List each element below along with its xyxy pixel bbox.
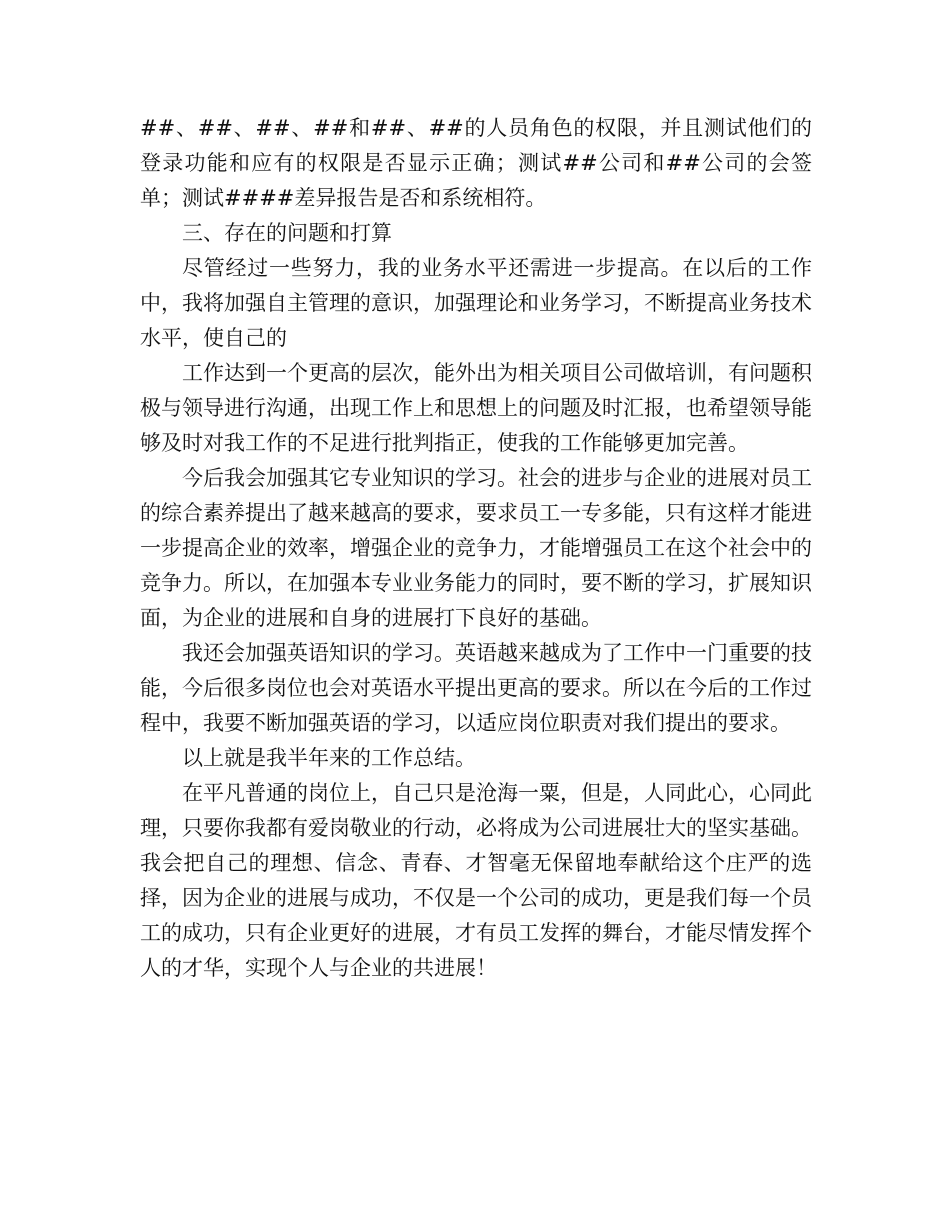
paragraph-permissions-test: ##、##、##、##和##、##的人员角色的权限，并且测试他们的登录功能和应有的权限是否显示正确；测试##公司和##公司的会签单；测试####差异报告是否和系统相符。 [140,116,812,210]
paragraph-conclusion: 在平凡普通的岗位上，自己只是沧海一粟，但是，人同此心，心同此理，只要你我都有爱岗敬业的行动，必将成为公司进展壮大的坚实基础。我会把自己的理想、信念、青春、才智毫无保留地奉献给这个庄严的选择，因为企业的进展与成功，不仅是一个公司的成功，更是我们每一个员工的成功，只有企业更好的进展，才有员工发挥的舞台，才能尽情发挥个人的才华，实现个人与企业的共进展！ [140,781,812,980]
document-body [140,111,812,986]
paragraph-improvement: 尽管经过一些努力，我的业务水平还需进一步提高。在以后的工作中，我将加强自主管理的意识，加强理论和业务学习，不断提高业务技术水平，使自己的 [140,256,812,350]
paragraph-professional-knowledge: 今后我会加强其它专业知识的学习。社会的进步与企业的进展对员工的综合素养提出了越来越高的要求，要求员工一专多能，只有这样才能进一步提高企业的效率，增强企业的竞争力，才能增强员工在这个社会中的竞争力。所以，在加强本专业业务能力的同时，要不断的学习，扩展知识面，为企业的进展和自身的进展打下良好的基础。 [140,466,812,630]
paragraph-work-level: 工作达到一个更高的层次，能外出为相关项目公司做培训，有问题积极与领导进行沟通，出现工作上和思想上的问题及时汇报，也希望领导能够及时对我工作的不足进行批判指正，使我的工作能够更加完善。 [140,361,812,455]
paragraph-summary-line: 以上就是我半年来的工作总结。 [182,746,476,770]
section-heading-problems-plans: 三、存在的问题和打算 [182,221,392,245]
paragraph-english-learning: 我还会加强英语知识的学习。英语越来越成为了工作中一门重要的技能，今后很多岗位也会对英语水平提出更高的要求。所以在今后的工作过程中，我要不断加强英语的学习，以适应岗位职责对我们提出的要求。 [140,641,812,735]
